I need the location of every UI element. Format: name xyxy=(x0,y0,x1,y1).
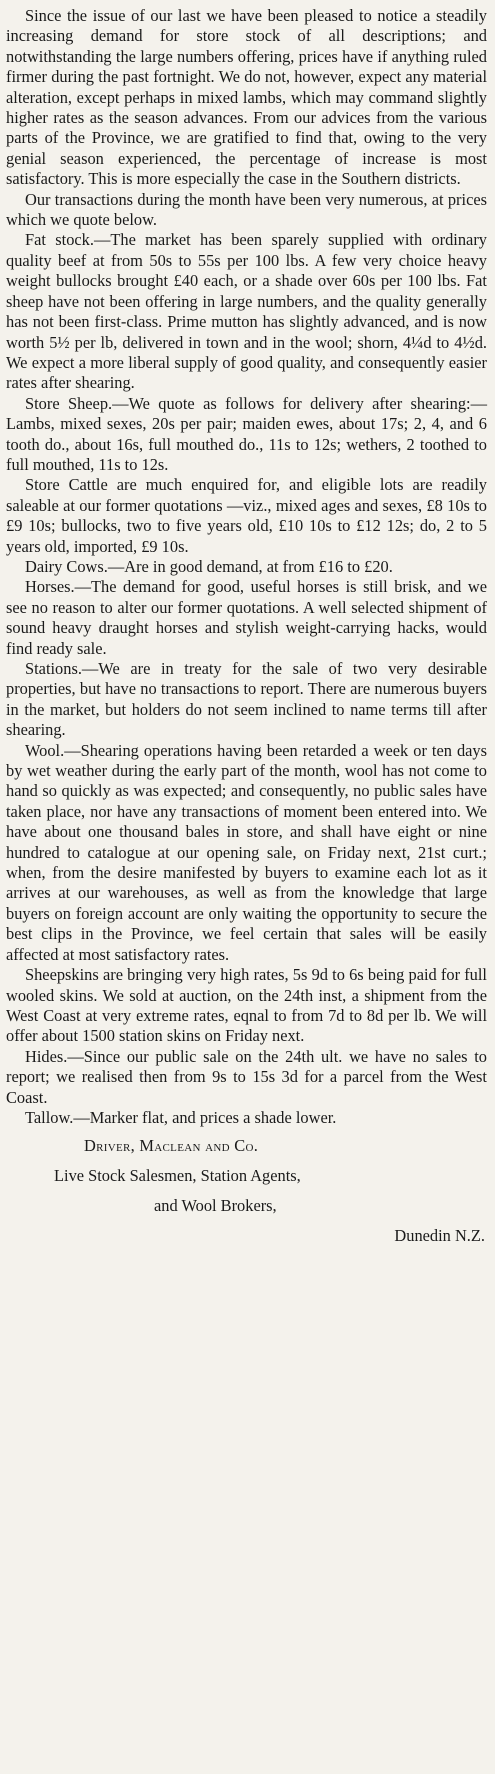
signature-block xyxy=(6,1131,487,1251)
article-body xyxy=(6,6,487,1128)
signature-place: Dunedin N.Z. xyxy=(394,1226,485,1246)
paragraph-hides: Hides.—Since our public sale on the 24th ult. we have no sales to report; we realised then from 9s to 15s 3d for a parcel from the West Coast. xyxy=(6,1046,487,1107)
paragraph-sheepskins: Sheepskins are bringing very high rates, 5s 9d to 6s being paid for full wooled skins. We sold at auction, on the 24th inst, a shipment from the West Coast at very extreme rates, eqnal to from 7d to 8d per lb. We will offer about 1500 station skins on Friday next. xyxy=(6,965,487,1046)
paragraph-store-cattle: Store Cattle are much enquired for, and eligible lots are readily saleable at our former quotations —viz., mixed ages and sexes, £8 10s to £9 10s; bullocks, two to five years old, £10 10s to £12 12s; do, 2 to 5 years old, imported, £9 10s. xyxy=(6,475,487,556)
paragraph-dairy-cows: Dairy Cows.—Are in good demand, at from £16 to £20. xyxy=(25,556,393,576)
paragraph-horses: Horses.—The demand for good, useful horses is still brisk, and we see no reason to alter our former quotations. A well selected shipment of sound heavy draught horses and stylish weight-carrying hacks, would find ready sale. xyxy=(6,577,487,658)
paragraph-transactions: Our transactions during the month have been very numerous, at prices which we quote below. xyxy=(6,189,487,230)
signature-firm-name: Driver, Maclean and Co. xyxy=(84,1136,259,1156)
paragraph-stations: Stations.—We are in treaty for the sale of two very desirable properties, but have no transactions to report. There are numerous buyers in the market, but holders do not seem inclined to name terms till after shearing. xyxy=(6,659,487,740)
paragraph-fat-stock: Fat stock.—The market has been sparely supplied with ordinary quality beef at from 50s to 55s per 100 lbs. A few very choice heavy weight bullocks brought £40 each, or a shade over 60s per 100 lbs. Fat sheep have not been offering in large numbers, and the quality generally has not been first-class. Prime mutton has slightly advanced, and is now worth 5½ per lb, delivered in town and in the wool; shorn, 4¼d to 4½d. We expect a more liberal supply of good quality, and consequently easier rates after shearing. xyxy=(6,230,487,393)
paragraph-wool: Wool.—Shearing operations having been retarded a week or ten days by wet weather during the early part of the month, wool has not come to hand so quickly as was expected; and consequently, no public sales have taken place, nor have any transactions of moment been entered into. We have about one thousand bales in store, and shall have eight or nine hundred to catalogue at our opening sale, on Friday next, 21st curt.; when, from the desire manifested by buyers to examine each lot as it arrives at our warehouses, as well as from the knowledge that large buyers on foreign account are only waiting the opportunity to secure the best clips in the Province, we feel certain that sales will be easily affected at most satisfactory rates. xyxy=(6,740,487,964)
paragraph-tallow: Tallow.—Marker flat, and prices a shade lower. xyxy=(25,1107,337,1127)
paragraph-intro: Since the issue of our last we have been pleased to notice a steadily increasing demand for store stock of all descriptions; and notwithstanding the large numbers offering, prices have if anything ruled firmer during the past fortnight. We do not, however, expect any material alteration, except perhaps in mixed lambs, which may command slightly higher rates as the season advances. From our advices from the various parts of the Province, we are gratified to find that, owing to the very genial season experienced, the percentage of increase is most satisfactory. This is more especially the case in the Southern districts. xyxy=(6,6,487,189)
signature-role-line-2: and Wool Brokers, xyxy=(154,1196,277,1216)
paragraph-store-sheep: Store Sheep.—We quote as follows for delivery after shearing:—Lambs, mixed sexes, 20s per pair; maiden ewes, about 17s; 2, 4, and 6 tooth do., about 16s, full mouthed do., 11s to 12s; wethers, 2 toothed to full mouthed, 11s to 12s. xyxy=(6,393,487,474)
signature-role-line-1: Live Stock Salesmen, Station Agents, xyxy=(54,1166,301,1186)
